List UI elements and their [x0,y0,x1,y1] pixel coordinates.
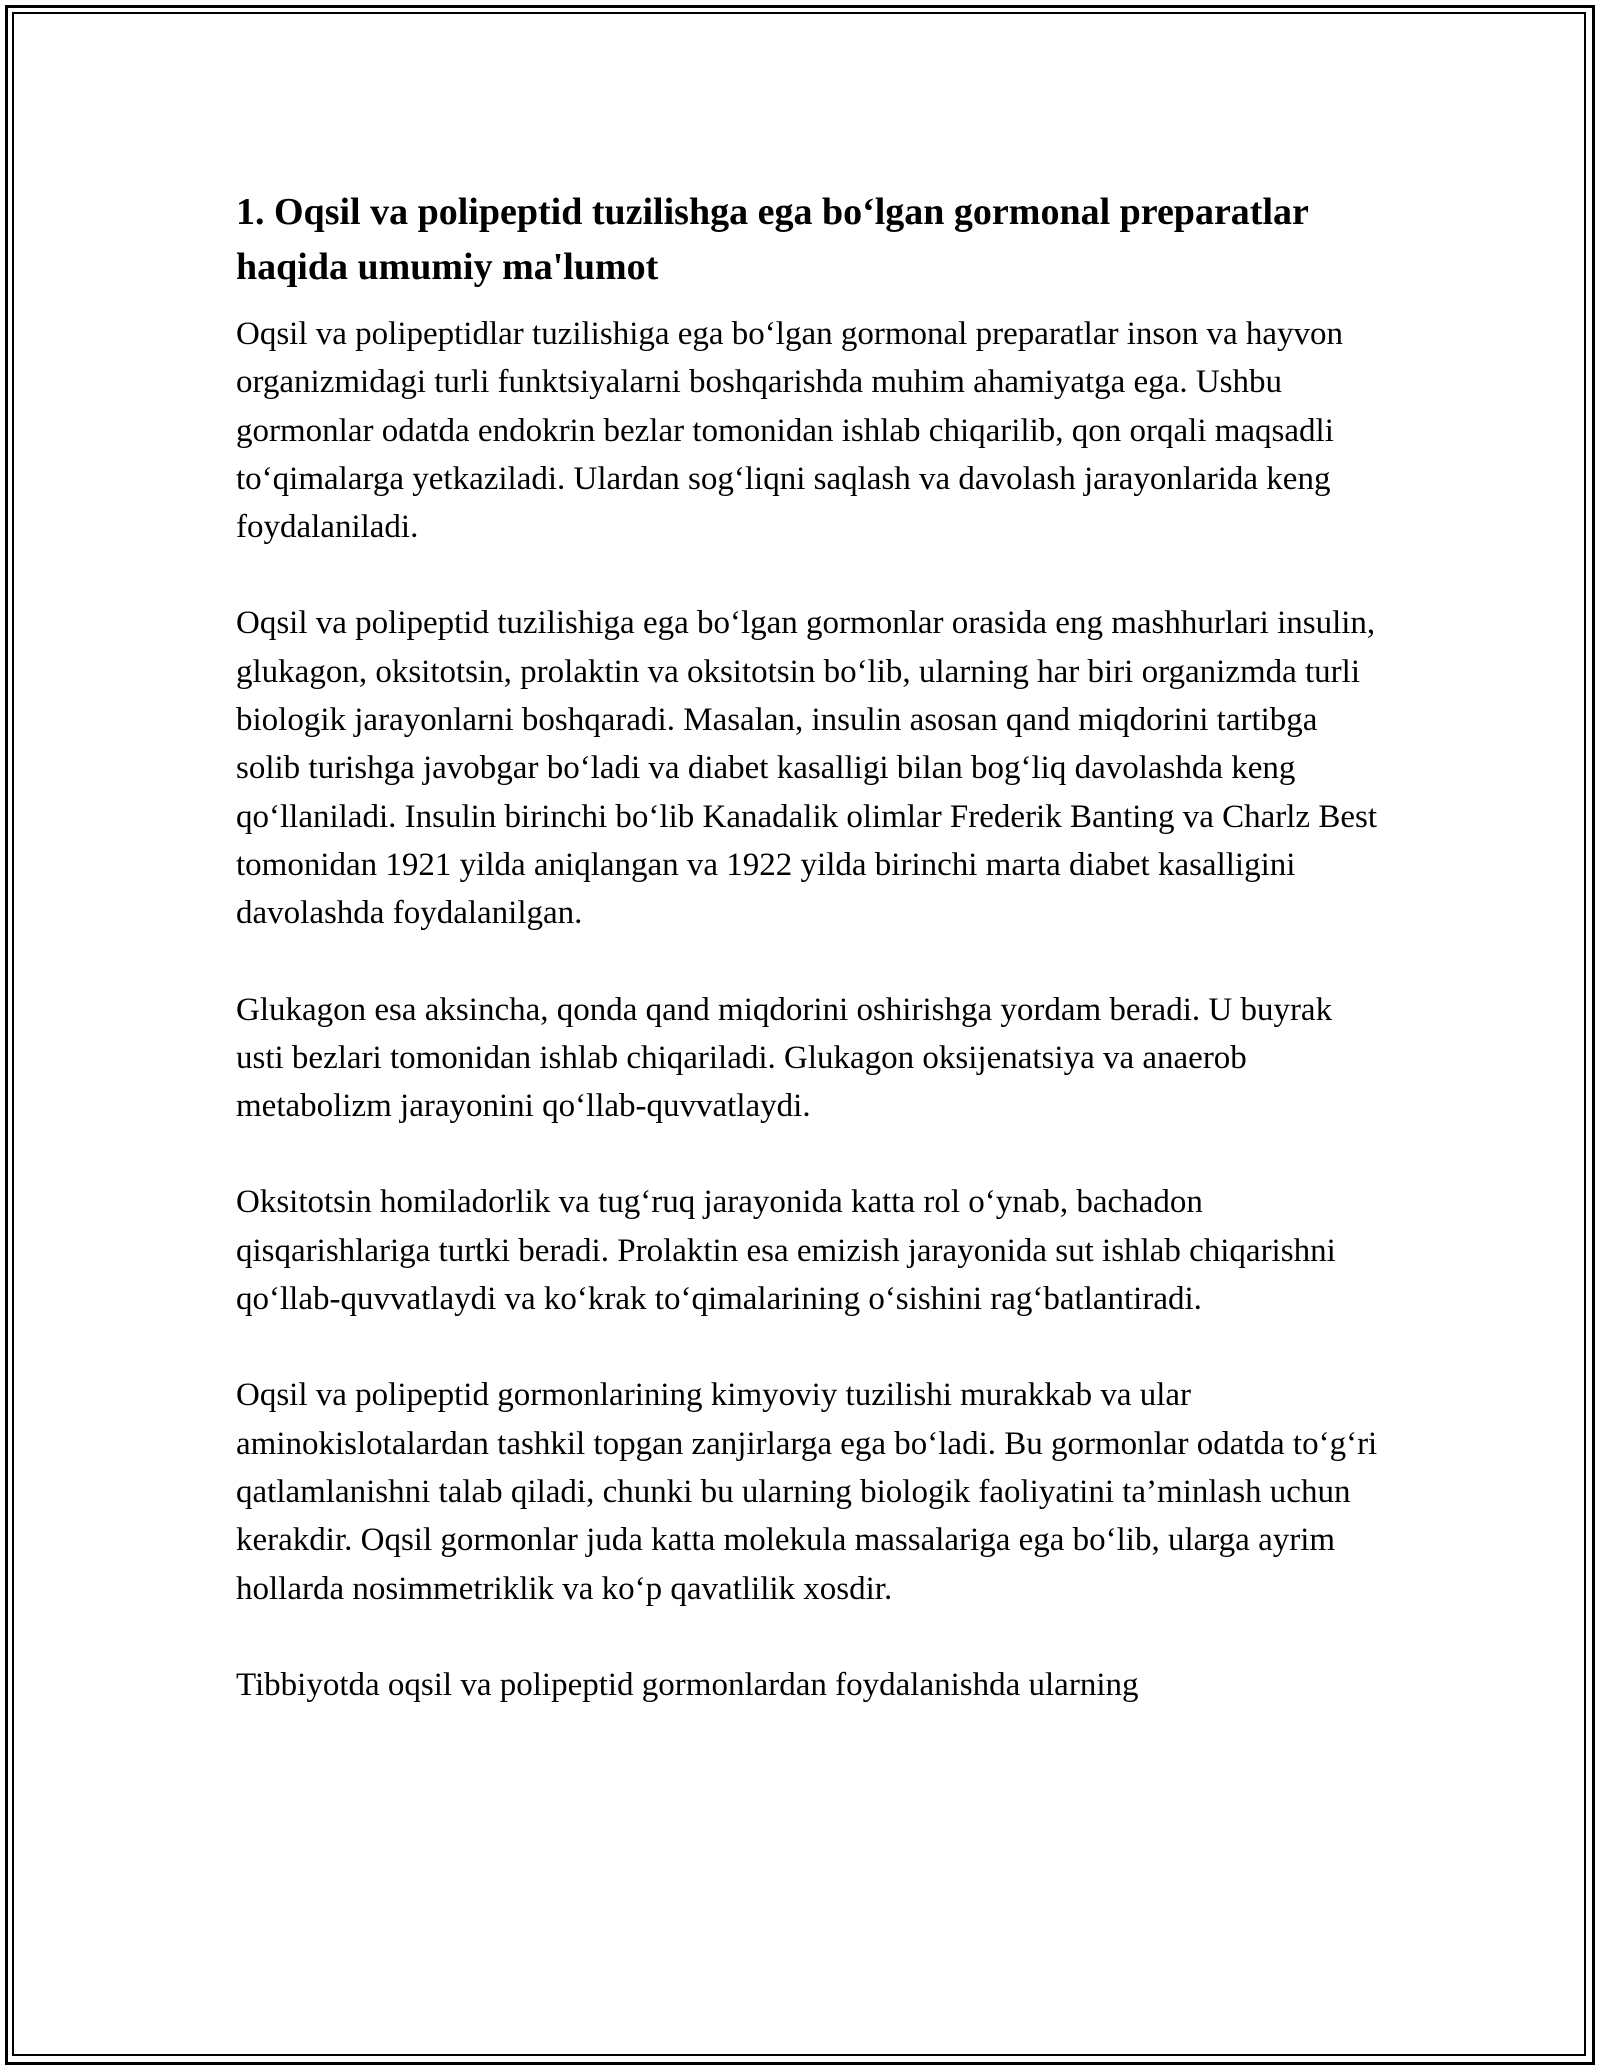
paragraph-intro: Oqsil va polipeptidlar tuzilishiga ega bo‘lgan gormonal preparatlar inson va hayvon organizmidagi turli funktsiyalarni boshqarishda muhim ahamiyatga ega. Ushbu gormonlar odatda endokrin bezlar tomonidan ishlab chiqarilib, qon orqali maqsadli to‘qimalarga yetkaziladi. Ulardan sog‘liqni saqlash va davolash jarayonlarida keng foydalaniladi. [236,316,1344,546]
paragraph-insulin: Oqsil va polipeptid tuzilishiga ega bo‘lgan gormonlar orasida eng mashhurlari insulin, glukagon, oksitotsin, prolaktin va oksitotsin bo‘lib, ularning har biri organizmda turli biologik jarayonlarni boshqaradi. Masalan, insulin asosan qand miqdorini tartibga solib turishga javobgar bo‘ladi va diabet kasalligi bilan bog‘liq davolashda keng qo‘llaniladi. Insulin birinchi bo‘lib Kanadalik olimlar Frederik Banting va Charlz Best tomonidan 1921 yilda aniqlangan va 1922 yilda birinchi marta diabet kasalligini davolashda foydalanilgan. [236,605,1377,932]
paragraph-glucagon: Glukagon esa aksincha, qonda qand miqdorini oshirishga yordam beradi. U buyrak usti bezlari tomonidan ishlab chiqariladi. Glukagon oksijenatsiya va anaerob metabolizm jarayonini qo‘llab-quvvatlaydi. [236,991,1333,1125]
paragraph-structure: Oqsil va polipeptid gormonlarining kimyoviy tuzilishi murakkab va ular aminokislotalardan tashkil topgan zanjirlarga ega bo‘ladi. Bu gormonlar odatda to‘g‘ri qatlamlanishni talab qiladi, chunki bu ularning biologik faoliyatini ta’minlash uchun kerakdir. Oqsil gormonlar juda katta molekula massalariga ega bo‘lib, ularga ayrim hollarda nosimmetriklik va ko‘p qavatlilik xosdir. [236,1377,1378,1607]
paragraph-oxytocin: Oksitotsin homiladorlik va tug‘ruq jarayonida katta rol o‘ynab, bachadon qisqarishlariga turtki beradi. Prolaktin esa emizish jarayonida sut ishlab chiqarishni qo‘llab-quvvatlaydi va ko‘krak to‘qimalarining o‘sishini rag‘batlantiradi. [236,1184,1336,1318]
section-heading: 1. Oqsil va polipeptid tuzilishga ega bo‘lgan gormonal preparatlar haqida umumiy ma'lumot [236,191,1309,288]
paragraph-medicine: Tibbiyotda oqsil va polipeptid gormonlardan foydalanishda ularning [236,1666,1139,1703]
document-body [236,185,1386,1757]
